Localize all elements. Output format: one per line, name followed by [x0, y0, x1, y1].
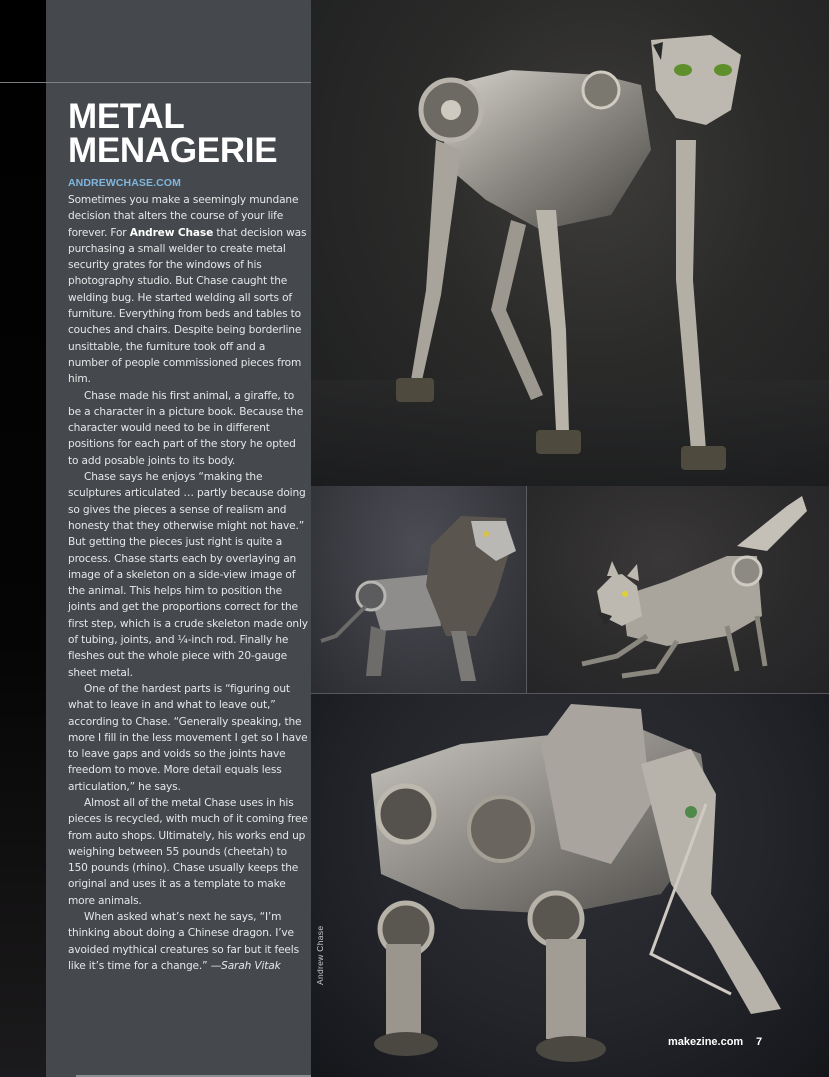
photo-wolf [527, 486, 829, 694]
artist-name: Andrew Chase [129, 226, 214, 239]
paragraph-3: Chase says he enjoys “making the sculptures articulated … partly because doing so gives the pieces a sense of realism and honesty that they otherwise might not have.” But getting the pieces just right is quite a process. Chase starts each by overlaying an image of a skeleton on a side-view image of the animal. This helps him to position the joints and get the proportions correct for the first step, which is a crude skeleton made only of tubing, joints, and ¼-inch rod. Finally he fleshes out the whole piece with 20-gauge sheet metal. [68, 471, 308, 679]
paragraph-4: One of the hardest parts is “figuring out what to leave in and what to leave out,” according to Chase. “Generally speaking, the more I fill in the less movement I get so I have to leave gaps and voids so the joints have freedom to move. More detail equals less articulation,” he says. [68, 682, 308, 793]
title-line-2: MENAGERIE [68, 131, 278, 170]
article-title [68, 97, 308, 170]
title-line-1: METAL [68, 97, 185, 136]
article-sidebar-panel [46, 0, 311, 1077]
cheetah-sculpture-image [311, 0, 829, 486]
wolf-sculpture-image [527, 486, 829, 694]
footer-site-link[interactable]: makezine.com [668, 1036, 744, 1048]
text: Sometimes you make a seemingly mundane decision that alters the course of your life forever. For [68, 194, 299, 239]
paragraph-5: Almost all of the metal Chase uses in his pieces is recycled, with much of it coming free from auto shops. Ultimately, his works end up weighing between 55 pounds (cheetah) to 150 pounds (rhino). Chase usually keeps the original and uses it as a template to make more animals. [68, 796, 308, 907]
paragraph-2: Chase made his first animal, a giraffe, to be a character in a picture book. Because the character would need to be in different positions for each part of the story he opted to add posable joints to its body. [68, 389, 304, 467]
divider [46, 82, 311, 83]
photo-credit: Andrew Chase [315, 925, 325, 985]
paragraph-1 [68, 192, 308, 388]
photo-cheetah [311, 0, 829, 486]
text: that decision was purchasing a small welder to create metal security grates for the windows of his photography studio. But Chase caught the welding bug. He started welding all sorts of furniture. Everything from beds and tables to couches and chairs. Despite being borderline unsittable, the furniture took off and a number of people commissioned pieces from him. [68, 226, 307, 386]
author-byline: —Sarah Vitak [210, 959, 281, 972]
article-body [68, 192, 308, 974]
page-edge-strip [0, 0, 46, 1077]
paragraph-6 [68, 909, 308, 974]
lion-sculpture-image [311, 486, 526, 694]
divider [0, 82, 46, 83]
photo-elephant [311, 694, 829, 1077]
source-url-link[interactable]: ANDREWCHASE.COM [68, 177, 181, 189]
photo-lion [311, 486, 526, 694]
elephant-sculpture-image [311, 694, 829, 1077]
page-number: 7 [756, 1036, 763, 1048]
text: When asked what’s next he says, “I’m thinking about doing a Chinese dragon. I’ve avoided mythical creatures so far but it feels like it’s time for a change.” [68, 911, 299, 972]
